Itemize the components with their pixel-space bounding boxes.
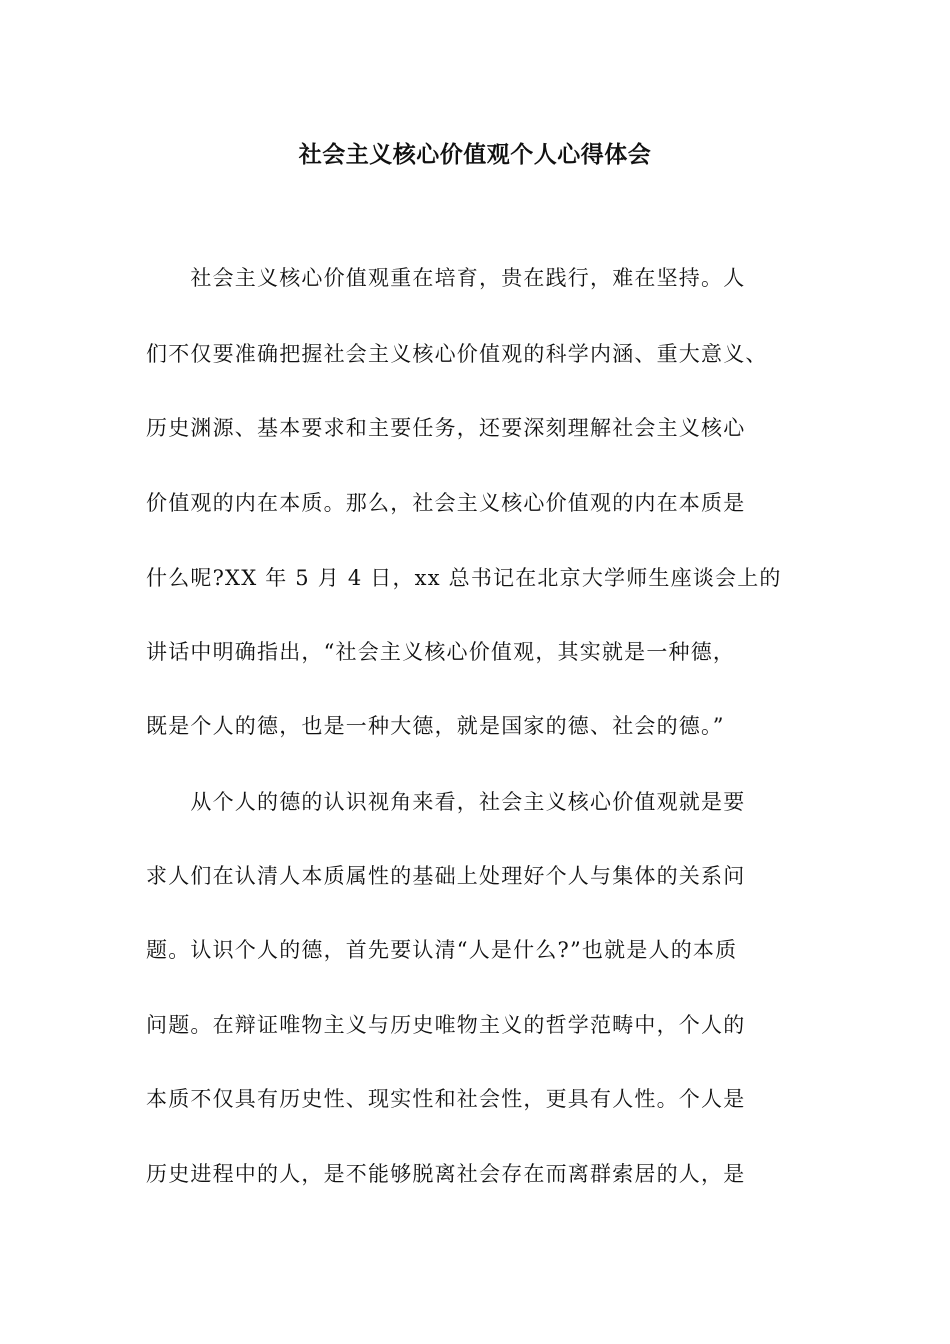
paragraph-line: 社会主义核心价值观重在培育，贵在践行，难在坚持。人 — [146, 266, 746, 290]
paragraph-line: 们不仅要准确把握社会主义核心价值观的科学内涵、重大意义、 — [146, 342, 768, 366]
paragraph-line: 价值观的内在本质。那么，社会主义核心价值观的内在本质是 — [146, 491, 746, 515]
paragraph-line: 历史渊源、基本要求和主要任务，还要深刻理解社会主义核心 — [146, 416, 746, 440]
paragraph-line: 问题。在辩证唯物主义与历史唯物主义的哲学范畴中，个人的 — [146, 1013, 746, 1037]
paragraph-line: 求人们在认清人本质属性的基础上处理好个人与集体的关系问 — [146, 864, 746, 888]
paragraph-line: 题。认识个人的德，首先要认清“人是什么?”也就是人的本质 — [146, 938, 738, 962]
paragraph-line: 本质不仅具有历史性、现实性和社会性，更具有人性。个人是 — [146, 1087, 746, 1111]
document-title: 社会主义核心价值观个人心得体会 — [298, 142, 652, 168]
paragraph-line: 讲话中明确指出，“社会主义核心价值观，其实就是一种德， — [146, 640, 736, 664]
paragraph-line: 既是个人的德，也是一种大德，就是国家的德、社会的德。” — [146, 714, 725, 738]
paragraph-line: 什么呢?XX 年 5 月 4 日，xx 总书记在北京大学师生座谈会上的 — [146, 566, 782, 590]
paragraph-line: 历史进程中的人，是不能够脱离社会存在而离群索居的人，是 — [146, 1162, 746, 1186]
paragraph-line: 从个人的德的认识视角来看，社会主义核心价值观就是要 — [146, 790, 746, 814]
